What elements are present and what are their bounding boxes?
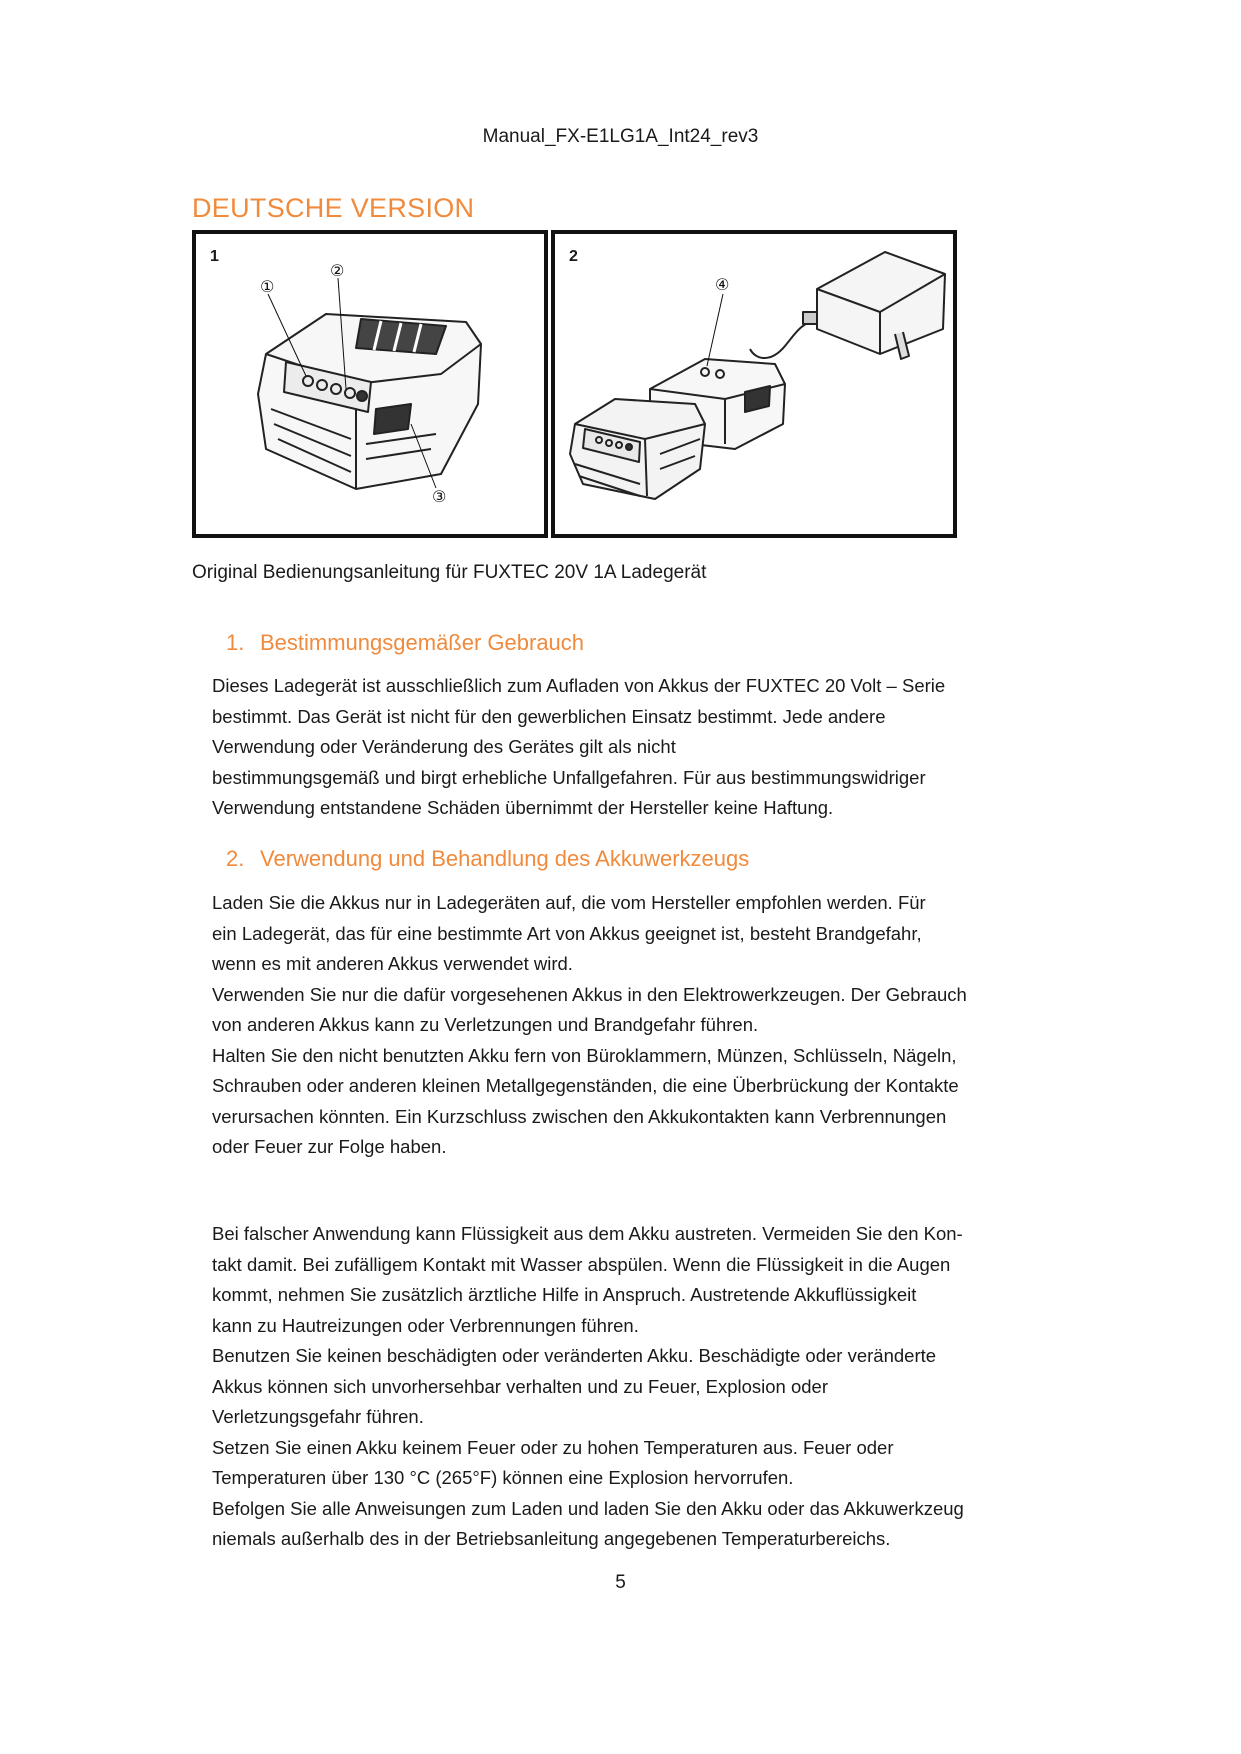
text-line: Halten Sie den nicht benutzten Akku fern von Büroklammern, Münzen, Schlüsseln, Nägeln, (212, 1044, 957, 1066)
text-line: Verwenden Sie nur die dafür vorgesehenen Akkus in den Elektrowerkzeugen. Der Gebrauch (212, 983, 967, 1005)
text-line: kommt, nehmen Sie zusätzlich ärztliche Hilfe in Anspruch. Austretende Akkuflüssigkeit (212, 1284, 917, 1305)
text-line: Akkus können sich unvorhersehbar verhalten und zu Feuer, Explosion oder (212, 1375, 829, 1397)
figure-2-charger (551, 230, 957, 538)
text-line: Dieses Ladegerät ist ausschließlich zum Aufladen von Akkus der FUXTEC 20 Volt – Serie (212, 675, 946, 696)
section-2-heading (226, 846, 749, 872)
section-1-title: Bestimmungsgemäßer Gebrauch (260, 630, 585, 655)
text-line: bestimmt. Das Gerät ist nicht für den gewerblichen Einsatz bestimmt. Jede andere (212, 705, 886, 727)
text-line: Verwendung entstandene Schäden übernimmt der Hersteller keine Haftung. (212, 797, 834, 818)
text-line: Temperaturen über 130 °C (265°F) können eine Explosion hervorrufen. (212, 1467, 794, 1488)
text-line: Befolgen Sie alle Anweisungen zum Laden und laden Sie den Akku oder das Akkuwerkzeug (212, 1497, 964, 1519)
document-header: Manual_FX-E1LG1A_Int24_rev3 (482, 126, 759, 147)
text-line: Verwendung oder Veränderung des Gerätes gilt als nicht (212, 736, 676, 757)
section-2-body (212, 888, 1032, 1163)
section-2-number: 2. (226, 846, 245, 871)
section-1-body (212, 671, 1032, 824)
text-line: Bei falscher Anwendung kann Flüssigkeit aus dem Akku austreten. Vermeiden Sie den Kon- (212, 1223, 963, 1244)
charger-illustration (555, 234, 953, 534)
text-line: verursachen könnten. Ein Kurzschluss zwischen den Akkukontakten kann Verbrennungen (212, 1105, 947, 1127)
page-number: 5 (615, 1572, 626, 1593)
figure-1-number: 1 (210, 248, 219, 265)
callout-2: ② (330, 261, 345, 280)
figure-1-battery (192, 230, 548, 538)
callout-1: ① (260, 277, 275, 296)
callout-4: ④ (715, 275, 730, 294)
section-2-title: Verwendung und Behandlung des Akkuwerkzeugs (260, 846, 750, 871)
section-1-heading (226, 630, 584, 656)
section-2-body-continued (212, 1219, 1032, 1555)
text-line: Benutzen Sie keinen beschädigten oder veränderten Akku. Beschädigte oder veränderte (212, 1345, 937, 1366)
text-line: ein Ladegerät, das für eine bestimmte Art von Akkus geeignet ist, besteht Brandgefahr, (212, 922, 922, 944)
figure-2-number: 2 (569, 248, 578, 265)
text-line: kann zu Hautreizungen oder Verbrennungen führen. (212, 1314, 639, 1336)
figure-caption: Original Bedienungsanleitung für FUXTEC 20V 1A Ladegerät (192, 562, 707, 583)
text-line: takt damit. Bei zufälligem Kontakt mit Wasser abspülen. Wenn die Flüssigkeit in die Augen (212, 1253, 951, 1275)
text-line: von anderen Akkus kann zu Verletzungen und Brandgefahr führen. (212, 1014, 759, 1035)
text-line: oder Feuer zur Folge haben. (212, 1136, 447, 1157)
text-line: bestimmungsgemäß und birgt erhebliche Unfallgefahren. Für aus bestimmungswidriger (212, 766, 926, 788)
page-title: DEUTSCHE VERSION (192, 193, 475, 223)
text-line: Setzen Sie einen Akku keinem Feuer oder zu hohen Temperaturen aus. Feuer oder (212, 1436, 894, 1458)
battery-illustration (196, 234, 544, 534)
callout-3: ③ (432, 487, 447, 506)
text-line: Laden Sie die Akkus nur in Ladegeräten auf, die vom Hersteller empfohlen werden. Für (212, 892, 926, 913)
text-line: niemals außerhalb des in der Betriebsanleitung angegebenen Temperaturbereichs. (212, 1528, 891, 1549)
text-line: Schrauben oder anderen kleinen Metallgegenständen, die eine Überbrückung der Kontakte (212, 1075, 959, 1096)
text-line: wenn es mit anderen Akkus verwendet wird. (212, 953, 573, 974)
section-1-number: 1. (226, 630, 245, 655)
text-line: Verletzungsgefahr führen. (212, 1406, 424, 1427)
